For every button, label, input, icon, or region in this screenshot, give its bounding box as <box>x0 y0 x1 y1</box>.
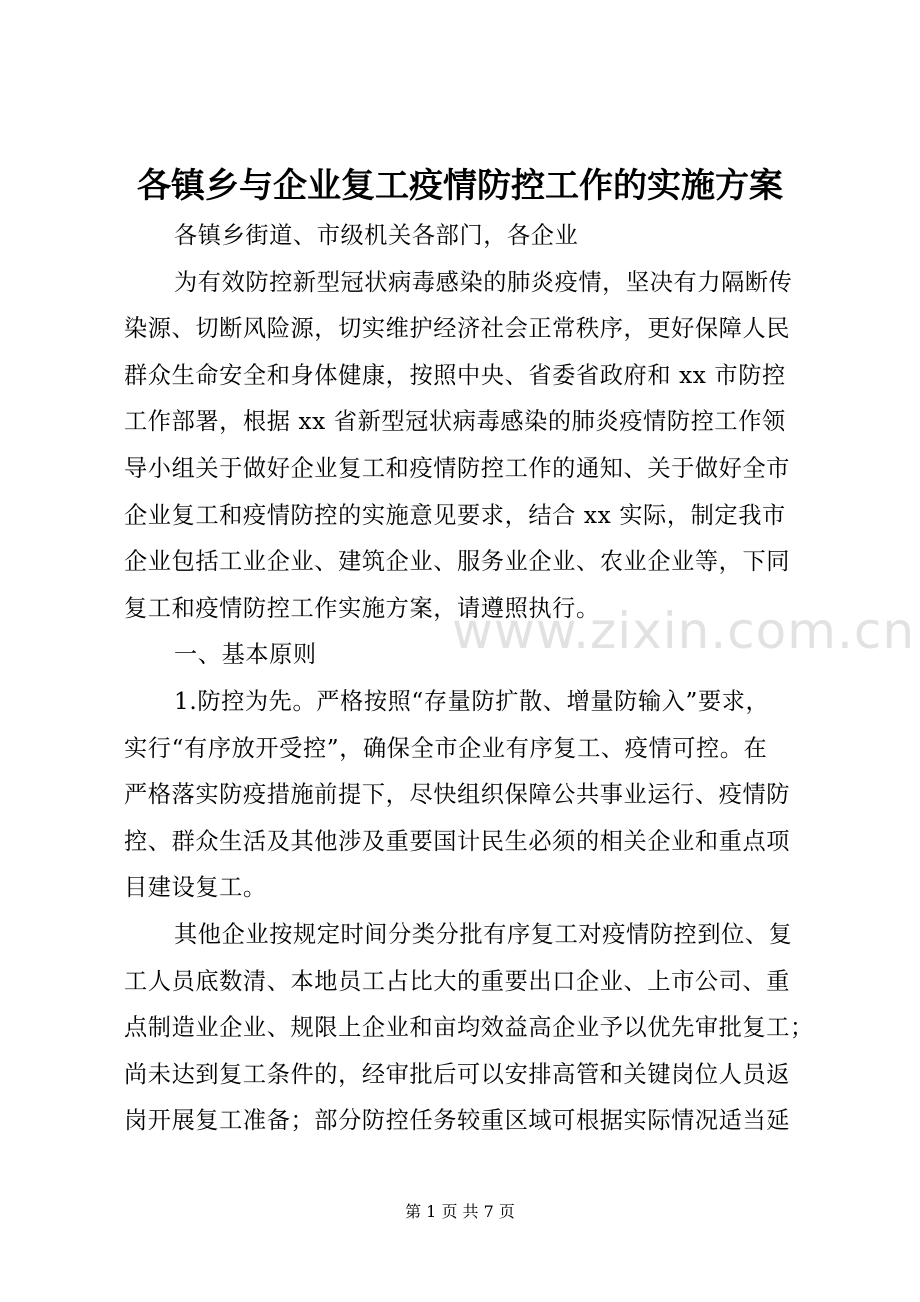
body-line: 群众生命安全和身体健康，按照中央、省委省政府和 xx 市防控 <box>124 361 786 389</box>
body-line: 目建设复工。 <box>124 874 267 902</box>
document-title: 各镇乡与企业复工疫情防控工作的实施方案 <box>137 166 783 206</box>
body-line: 严格落实防疫措施前提下，尽快组织保障公共事业运行、疫情防 <box>124 781 791 809</box>
body-line: 各镇乡街道、市级机关各部门，各企业 <box>174 222 579 249</box>
body-line: 一、基本原则 <box>174 641 317 669</box>
body-line: 1.防控为先。严格按照“存量防扩散、增量防输入”要求， <box>174 687 770 715</box>
body-line: 复工和疫情防控工作实施方案，请遵照执行。 <box>124 594 600 622</box>
body-line: 工人员底数清、本地员工占比大的重要出口企业、上市公司、重 <box>124 967 791 995</box>
body-line: 尚未达到复工条件的，经审批后可以安排高管和关键岗位人员返 <box>124 1060 791 1088</box>
page-footer: 第 1 页 共 7 页 <box>405 1202 515 1221</box>
body-line: 岗开展复工准备；部分防控任务较重区域可根据实际情况适当延 <box>124 1107 791 1135</box>
watermark-text: www.zixin.com.cn <box>452 602 916 660</box>
body-line: 企业包括工业企业、建筑企业、服务业企业、农业企业等，下同 <box>124 548 791 576</box>
body-line: 控、群众生活及其他涉及重要国计民生必须的相关企业和重点项 <box>124 827 791 855</box>
body-line: 为有效防控新型冠状病毒感染的肺炎疫情，坚决有力隔断传 <box>174 268 793 296</box>
body-line: 导小组关于做好企业复工和疫情防控工作的通知、关于做好全市 <box>124 454 791 482</box>
body-line: 其他企业按规定时间分类分批有序复工对疫情防控到位、复 <box>174 920 793 948</box>
body-line: 实行“有序放开受控”，确保全市企业有序复工、疫情可控。在 <box>124 734 768 762</box>
body-line: 企业复工和疫情防控的实施意见要求，结合 xx 实际，制定我市 <box>124 501 786 529</box>
body-line: 点制造业企业、规限上企业和亩均效益高企业予以优先审批复工； <box>124 1014 814 1042</box>
body-line: 染源、切断风险源，切实维护经济社会正常秩序，更好保障人民 <box>124 315 791 343</box>
document-body <box>124 213 814 1145</box>
body-line: 工作部署，根据 xx 省新型冠状病毒感染的肺炎疫情防控工作领 <box>124 408 786 436</box>
